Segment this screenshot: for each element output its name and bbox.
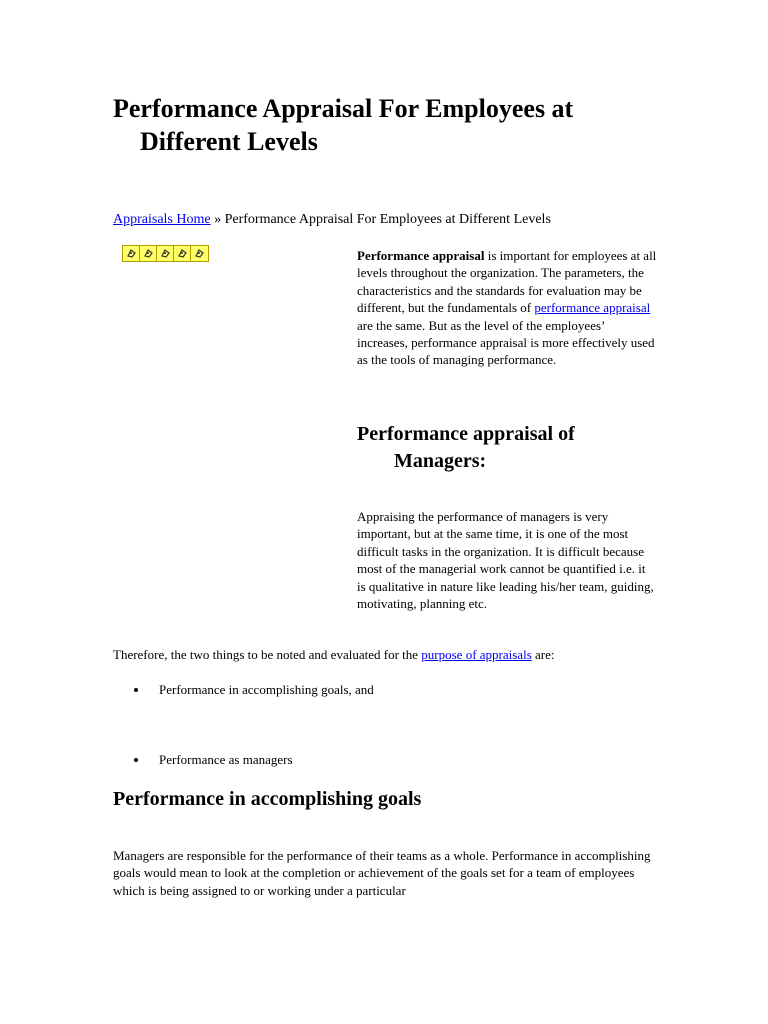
managers-heading [357, 421, 657, 475]
breadcrumb-current: Performance Appraisal For Employees at Different Levels [224, 212, 551, 227]
bullet-icon [134, 688, 138, 692]
rating-star-icon[interactable] [140, 246, 157, 261]
managers-heading-line-2: Managers: [394, 450, 487, 472]
intro-text-a: is important for employees at all levels throughout the organization. The parameters, the characteristics and the standards for evaluation may be different, but the fundamentals of [357, 248, 657, 316]
purpose-of-appraisals-link[interactable]: purpose of appraisals [421, 647, 532, 662]
intro-bold-lead: Performance appraisal [357, 248, 485, 263]
list-item [134, 681, 374, 698]
list-item-text: Performance in accomplishing goals, and [159, 682, 374, 697]
purpose-line [113, 646, 554, 663]
goals-heading: Performance in accomplishing goals [113, 788, 422, 810]
rating-star-icon[interactable] [174, 246, 191, 261]
star-rating[interactable] [122, 245, 209, 262]
performance-appraisal-link[interactable]: performance appraisal [534, 300, 651, 316]
bullet-icon [134, 758, 138, 762]
page-title-line-2: Different Levels [140, 127, 318, 156]
purpose-text-before: Therefore, the two things to be noted and evaluated for the [113, 647, 422, 662]
breadcrumb [113, 211, 551, 229]
breadcrumb-separator: » [210, 212, 225, 227]
rating-star-icon[interactable] [123, 246, 140, 261]
intro-paragraph [357, 247, 657, 369]
managers-paragraph: Appraising the performance of managers is very important, but at the same time, it is one of the most difficult tasks in the organization. It is difficult because most of the managerial work cannot be quantified i.e. it is qualitative in nature like leading his/her team, guiding, motivating, planning etc. [357, 509, 654, 612]
goals-paragraph: Managers are responsible for the performance of their teams as a whole. Performance in accomplishing goals would mean to look at the completion or achievement of the goals set for a team of employees which is being assigned to or working under a particular [113, 848, 651, 898]
intro-text-b: are the same. But as the level of the employees’ increases, performance appraisal is more effectively used as the tools of managing performance. [357, 317, 655, 368]
managers-heading-line-1: Performance appraisal of [357, 423, 575, 445]
rating-star-icon[interactable] [191, 246, 208, 261]
page-title [113, 92, 673, 158]
page-title-line-1: Performance Appraisal For Employees at [113, 94, 574, 123]
list-item-text: Performance as managers [159, 752, 293, 767]
list-item [134, 751, 293, 768]
purpose-text-after: are: [531, 647, 555, 662]
rating-star-icon[interactable] [157, 246, 174, 261]
breadcrumb-home-link[interactable]: Appraisals Home [113, 212, 211, 227]
